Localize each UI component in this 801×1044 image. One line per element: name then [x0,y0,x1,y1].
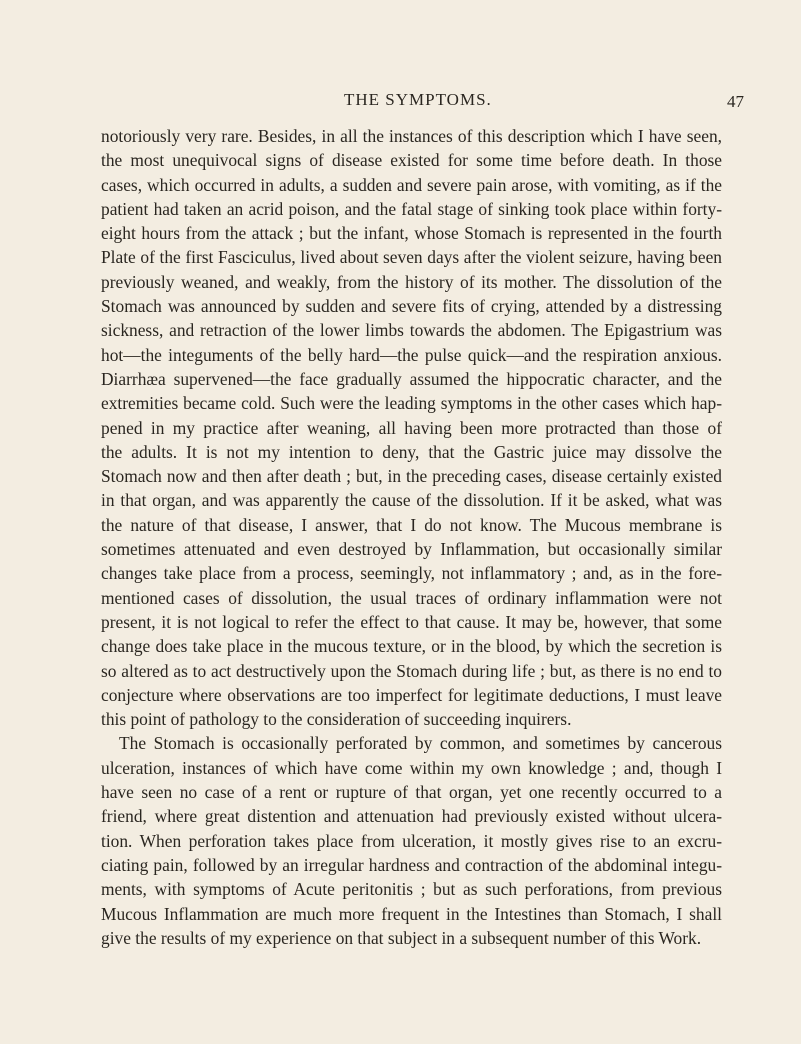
page-number: 47 [727,92,744,111]
running-head [0,90,801,114]
text-line: eight hours from the attack ; but the infant, whose Stomach is represented in the fourth [101,223,722,244]
text-line: extremities became cold. Such were the leading symptoms in the other cases which hap- [101,393,722,414]
text-line: sickness, and retraction of the lower limbs towards the abdomen. The Epigastrium was [101,320,722,341]
text-line: the adults. It is not my intention to deny, that the Gastric juice may dissolve the [101,441,722,462]
text-line: this point of pathology to the consideration of succeeding inquirers. [101,709,572,730]
body-text [101,124,722,950]
text-line: Diarrhæa supervened—the face gradually assumed the hippocratic character, and the [101,368,722,389]
text-line: mentioned cases of dissolution, the usual traces of ordinary inflammation were not [101,587,722,608]
text-line: cases, which occurred in adults, a sudden and severe pain arose, with vomiting, as if the [101,174,722,195]
text-line: the nature of that disease, I answer, that I do not know. The Mucous membrane is [101,514,722,535]
text-line: Mucous Inflammation are much more frequent in the Intestines than Stomach, I shall [101,903,722,924]
text-line: ciating pain, followed by an irregular hardness and contraction of the abdominal integu- [101,854,722,875]
text-line: friend, where great distention and attenuation had previously existed without ulcera- [101,806,722,827]
text-line: Stomach was announced by sudden and severe fits of crying, attended by a distressing [101,296,722,317]
text-line: present, it is not logical to refer the effect to that cause. It may be, however, that some [101,611,722,632]
text-line: notoriously very rare. Besides, in all the instances of this description which I have seen, [101,126,722,146]
text-line: change does take place in the mucous texture, or in the blood, by which the secretion is [101,636,722,657]
text-line: Stomach now and then after death ; but, in the preceding cases, disease certainly existed [101,466,722,487]
text-line: tion. When perforation takes place from ulceration, it mostly gives rise to an excru- [101,830,722,851]
text-line: so altered as to act destructively upon the Stomach during life ; but, as there is no end to [101,660,722,681]
running-title: THE SYMPTOMS. [344,90,492,109]
text-line: hot—the integuments of the belly hard—the pulse quick—and the respiration anxious. [101,344,722,365]
text-line: patient had taken an acrid poison, and the fatal stage of sinking took place within forty- [101,198,722,219]
text-line: the most unequivocal signs of disease existed for some time before death. In those [101,150,722,171]
text-line: in that organ, and was apparently the cause of the dissolution. If it be asked, what was [101,490,722,511]
text-line: The Stomach is occasionally perforated by common, and sometimes by cancerous [119,733,722,754]
text-line: pened in my practice after weaning, all having been more protracted than those of [101,417,722,438]
text-line: sometimes attenuated and even destroyed by Inflammation, but occasionally similar [101,539,722,560]
text-line: changes take place from a process, seemingly, not inflammatory ; and, as in the fore- [101,563,722,584]
text-line: ments, with symptoms of Acute peritonitis ; but as such perforations, from previous [101,879,722,900]
text-line: Plate of the first Fasciculus, lived about seven days after the violent seizure, having been [101,247,722,268]
text-line: ulceration, instances of which have come within my own knowledge ; and, though I [101,757,722,778]
text-line: conjecture where observations are too imperfect for legitimate deductions, I must leave [101,684,722,705]
text-line: previously weaned, and weakly, from the history of its mother. The dissolution of the [101,271,722,292]
text-line: give the results of my experience on that subject in a subsequent number of this Work. [101,927,702,948]
text-line: have seen no case of a rent or rupture of that organ, yet one recently occurred to a [101,782,722,803]
